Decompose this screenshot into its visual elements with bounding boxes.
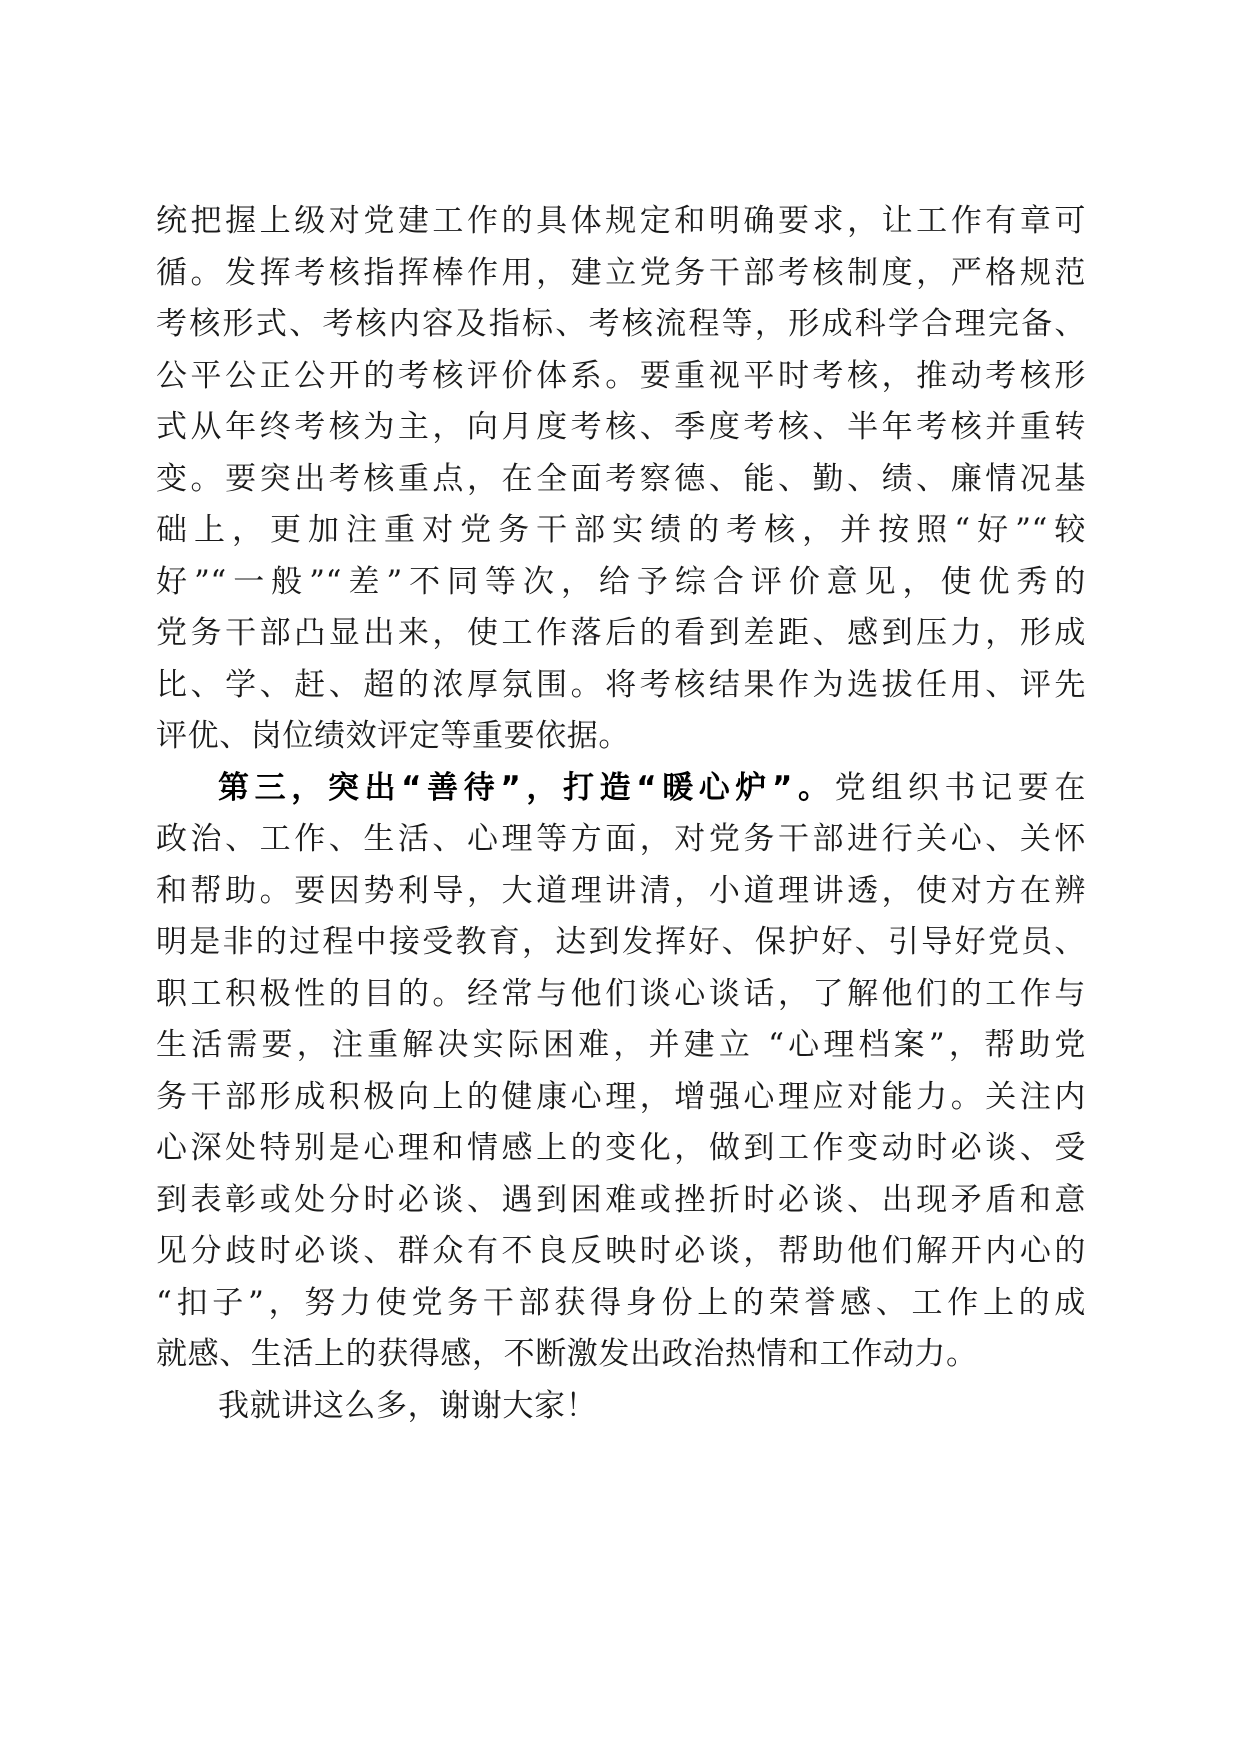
- text-line: 式从年终考核为主，向月度考核、季度考核、半年考核并重转: [156, 409, 1086, 445]
- paragraph-assessment: [156, 196, 1086, 763]
- text-line: 生活需要，注重解决实际困难，并建立 “心理档案”，帮助党: [156, 1027, 1086, 1063]
- section-heading: 第三，突出“善待”，打造“暖心炉”。: [218, 769, 835, 806]
- text-line: 统把握上级对党建工作的具体规定和明确要求，让工作有章可: [156, 203, 1086, 239]
- document-body: [156, 196, 1086, 1432]
- text-line: 评优、岗位绩效评定等重要依据。: [156, 718, 630, 754]
- paragraph-first-line: [156, 763, 1086, 815]
- text-line: 变。要突出考核重点，在全面考察德、能、勤、绩、廉情况基: [156, 460, 1086, 497]
- text-line: 政治、工作、生活、心理等方面，对党务干部进行关心、关怀: [156, 821, 1086, 857]
- heading-continuation: 党组织书记要在: [834, 769, 1086, 806]
- text-line: 明是非的过程中接受教育，达到发挥好、保护好、引导好党员、: [156, 924, 1086, 960]
- text-line: 心深处特别是心理和情感上的变化，做到工作变动时必谈、受: [156, 1130, 1086, 1166]
- text-line: 和帮助。要因势利导，大道理讲清，小道理讲透，使对方在辨: [156, 872, 1086, 909]
- text-line: 公平公正公开的考核评价体系。要重视平时考核，推动考核形: [156, 357, 1086, 394]
- text-line: 到表彰或处分时必谈、遇到困难或挫折时必谈、出现矛盾和意: [156, 1181, 1086, 1218]
- paragraph-closing: [156, 1381, 1086, 1433]
- text-line: 党务干部凸显出来，使工作落后的看到差距、感到压力，形成: [156, 615, 1086, 651]
- paragraph-care: [156, 763, 1086, 1381]
- text-line: 循。发挥考核指挥棒作用，建立党务干部考核制度，严格规范: [156, 254, 1086, 291]
- text-line: 考核形式、考核内容及指标、考核流程等，形成科学合理完备、: [156, 306, 1086, 342]
- text-line: “扣子”，努力使党务干部获得身份上的荣誉感、工作上的成: [156, 1284, 1086, 1321]
- closing-line: 我就讲这么多，谢谢大家！: [218, 1387, 598, 1424]
- text-line: 职工积极性的目的。经常与他们谈心谈话，了解他们的工作与: [156, 975, 1086, 1012]
- text-line: 好”“一般”“差”不同等次，给予综合评价意见，使优秀的: [156, 563, 1086, 600]
- text-line: 础上，更加注重对党务干部实绩的考核，并按照“好”“较: [156, 512, 1086, 548]
- text-line: 务干部形成积极向上的健康心理，增强心理应对能力。关注内: [156, 1078, 1086, 1115]
- text-line: 比、学、赶、超的浓厚氛围。将考核结果作为选拔任用、评先: [156, 666, 1086, 703]
- text-line: 就感、生活上的获得感，不断激发出政治热情和工作动力。: [156, 1336, 978, 1372]
- text-line: 见分歧时必谈、群众有不良反映时必谈，帮助他们解开内心的: [156, 1233, 1086, 1269]
